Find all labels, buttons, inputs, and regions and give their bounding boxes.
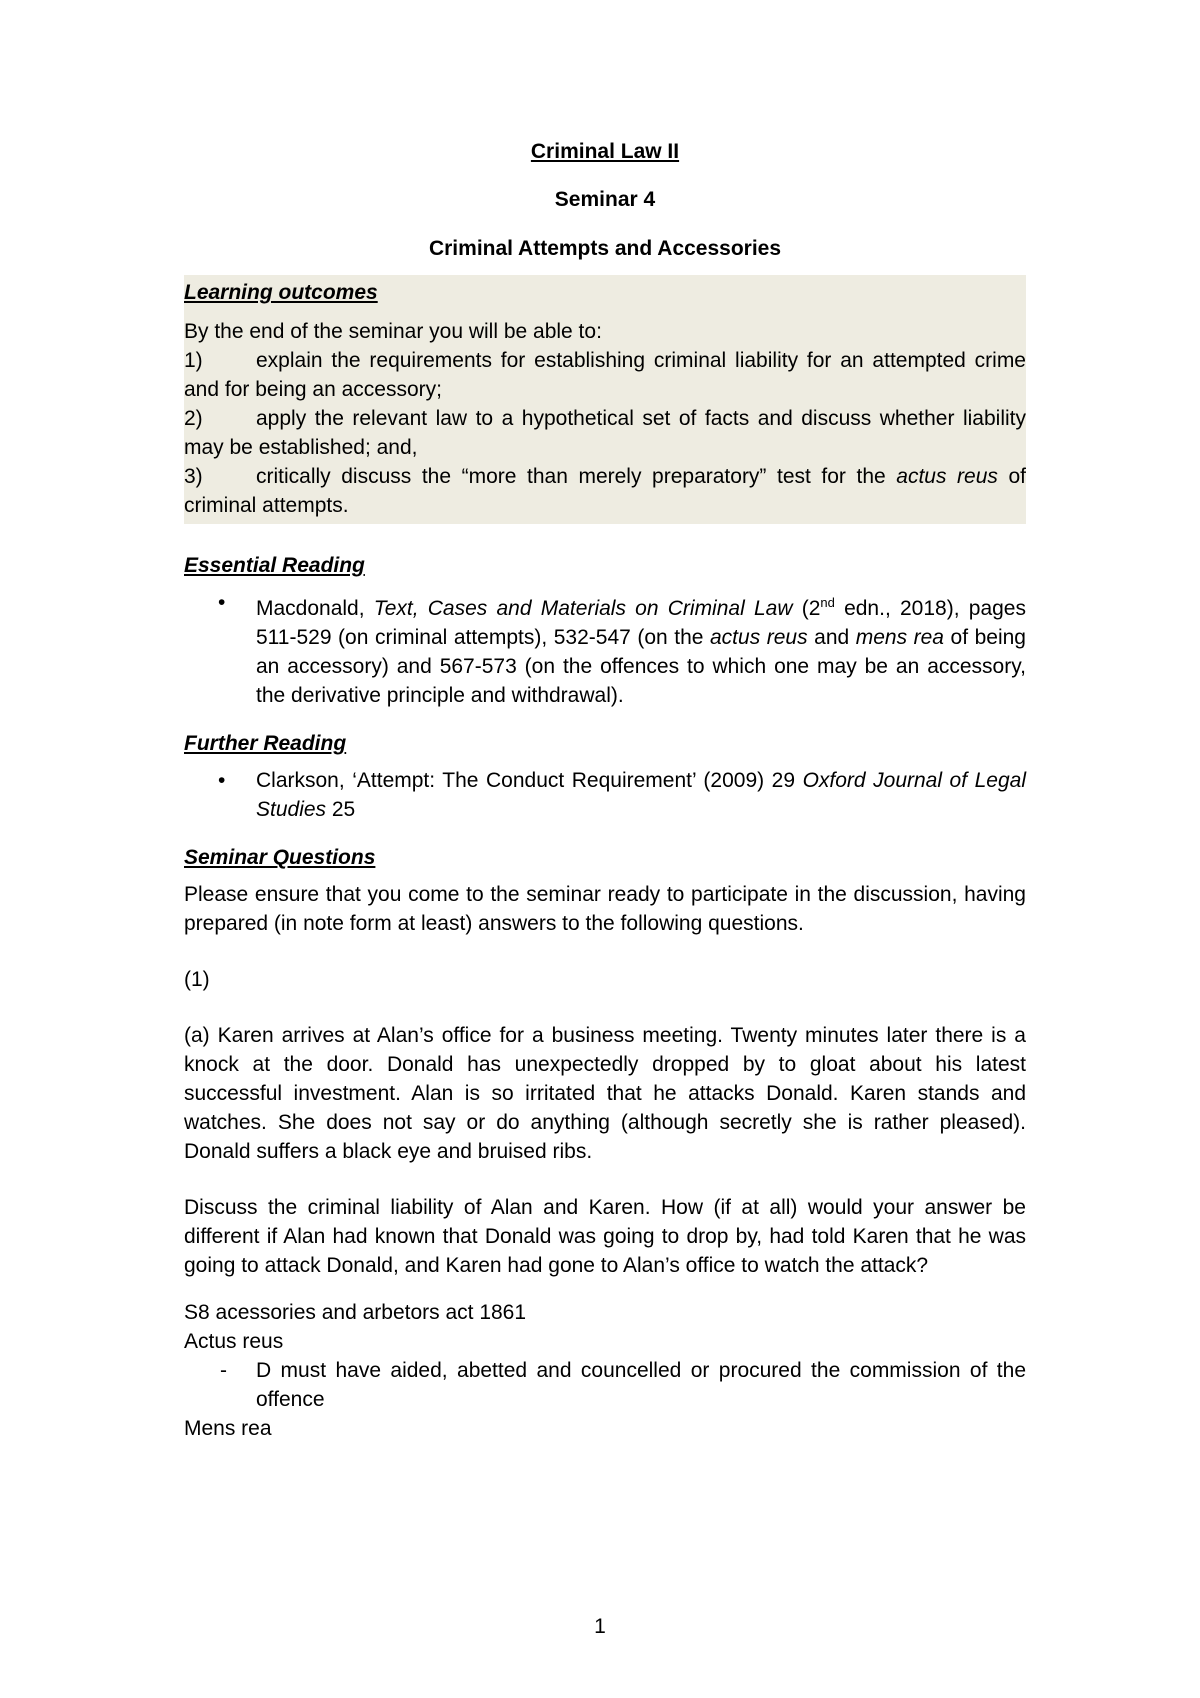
reading-item bbox=[184, 588, 1026, 710]
reading-book-title: Text, Cases and Materials on Criminal Law bbox=[373, 597, 793, 620]
learning-outcomes-box bbox=[184, 275, 1026, 524]
outcome-italic: actus reus bbox=[896, 465, 998, 488]
notes-actus-reus: Actus reus bbox=[184, 1330, 284, 1353]
learning-outcomes-intro: By the end of the seminar you will be able to: bbox=[184, 320, 602, 343]
notes-mens-rea: Mens rea bbox=[184, 1417, 272, 1440]
outcome-text bbox=[184, 462, 1026, 520]
document-title: Criminal Law II bbox=[530, 140, 680, 163]
learning-outcomes-list bbox=[184, 346, 1026, 520]
page-number: 1 bbox=[594, 1615, 606, 1638]
outcome-number: 3) bbox=[184, 465, 203, 488]
outcome-body-end: of criminal attempts. bbox=[184, 465, 1026, 517]
outcome-number: 2) bbox=[184, 407, 203, 430]
reading-text-part: (2 bbox=[792, 597, 821, 620]
dash-mark: - bbox=[220, 1359, 227, 1382]
outcome-item bbox=[184, 346, 1026, 404]
further-reading-heading: Further Reading bbox=[184, 732, 347, 755]
reading-text-part: 25 bbox=[326, 798, 356, 821]
further-reading-list bbox=[184, 766, 1026, 824]
edition-superscript: nd bbox=[820, 595, 835, 610]
reading-author: Macdonald, bbox=[256, 597, 374, 620]
seminar-number: Seminar 4 bbox=[554, 188, 656, 211]
outcome-body: apply the relevant law to a hypothetical set of facts and discuss whether liability may be established; and, bbox=[184, 407, 1026, 459]
outcome-item bbox=[184, 404, 1026, 462]
reading-text-part: edn., 2018), pages 511-529 (on criminal attempts), 532-547 (on the bbox=[256, 597, 1026, 649]
outcome-number: 1) bbox=[184, 349, 203, 372]
bullet-icon bbox=[184, 588, 256, 710]
outcome-text bbox=[184, 404, 1026, 462]
reading-italic: actus reus bbox=[710, 626, 808, 649]
question-number: (1) bbox=[184, 968, 210, 991]
reading-italic: mens rea bbox=[855, 626, 944, 649]
outcome-item bbox=[184, 462, 1026, 520]
seminar-questions-heading: Seminar Questions bbox=[184, 846, 376, 869]
learning-outcomes-heading: Learning outcomes bbox=[184, 281, 378, 304]
bullet-icon bbox=[184, 766, 256, 824]
question-facts: (a) Karen arrives at Alan’s office for a business meeting. Twenty minutes later there is a knock at the door. Donald has unexpectedly dropped by to gloat about his latest successful investment. Alan is so irritated that he attacks Donald. Karen stands and watches. She does not say or do anything (although secretly she is rather pleased). Donald suffers a black eye and bruised ribs. bbox=[184, 1024, 1026, 1163]
question-discuss: Discuss the criminal liability of Alan and Karen. How (if at all) would your answer be different if Alan had known that Donald was going to drop by, had told Karen that he was going to attack Donald, and Karen had gone to Alan’s office to watch the attack? bbox=[184, 1196, 1026, 1277]
dash-text: D must have aided, abetted and councelled or procured the commission of the offence bbox=[256, 1359, 1026, 1411]
notes-dash-item bbox=[184, 1356, 1026, 1414]
outcome-body: explain the requirements for establishing criminal liability for an attempted crime and for being an accessory; bbox=[184, 349, 1026, 401]
reading-text bbox=[256, 588, 1026, 710]
page-content bbox=[184, 140, 1026, 1443]
reading-text bbox=[256, 766, 1026, 824]
essential-reading-list bbox=[184, 588, 1026, 710]
journal-title: Oxford Journal of Legal Studies bbox=[256, 769, 1027, 821]
reading-text-part: and bbox=[807, 626, 856, 649]
reading-item bbox=[184, 766, 1026, 824]
seminar-intro: Please ensure that you come to the seminar ready to participate in the discussion, having prepared (in note form at least) answers to the following questions. bbox=[184, 883, 1026, 935]
notes-statute: S8 acessories and arbetors act 1861 bbox=[184, 1301, 527, 1324]
reading-text-part: of being an accessory) and 567-573 (on the offences to which one may be an accessory, the derivative principle and withdrawal). bbox=[256, 626, 1026, 707]
reading-author: Clarkson, ‘Attempt: The Conduct Requirement’ (2009) 29 bbox=[256, 769, 803, 792]
outcome-body: critically discuss the “more than merely preparatory” test for the bbox=[256, 465, 897, 488]
essential-reading-heading: Essential Reading bbox=[184, 554, 365, 577]
seminar-topic: Criminal Attempts and Accessories bbox=[428, 237, 782, 260]
outcome-text bbox=[184, 346, 1026, 404]
